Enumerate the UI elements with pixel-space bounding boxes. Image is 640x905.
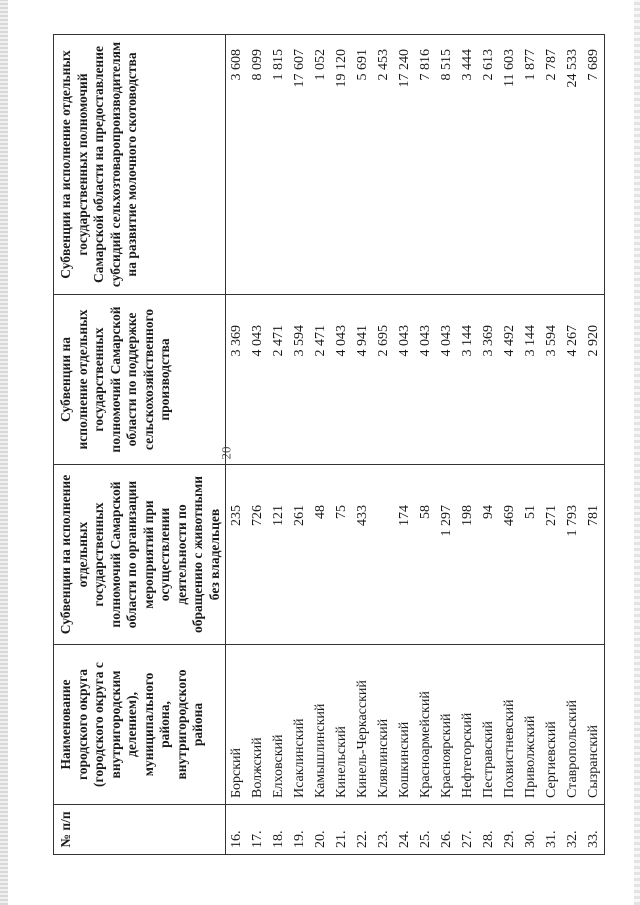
row-agriculture-value: 2 471 [310, 295, 331, 465]
row-agriculture-value: 4 267 [562, 295, 583, 465]
row-dairy-value: 5 691 [352, 35, 373, 295]
row-animals-value: 48 [310, 465, 331, 645]
table-row [520, 35, 541, 855]
row-agriculture-value: 3 144 [457, 295, 478, 465]
row-animals-value: 94 [478, 465, 499, 645]
table-row [373, 35, 394, 855]
row-district: Волжский [247, 645, 268, 805]
row-number: 30. [520, 805, 541, 855]
row-district: Красноярский [436, 645, 457, 805]
table-row [583, 35, 605, 855]
row-district: Кошкинский [394, 645, 415, 805]
row-number: 22. [352, 805, 373, 855]
row-agriculture-value: 4 492 [499, 295, 520, 465]
table-row [457, 35, 478, 855]
row-animals-value: 51 [520, 465, 541, 645]
row-animals-value: 1 297 [436, 465, 457, 645]
row-district: Кинель-Черкасский [352, 645, 373, 805]
row-district: Сергиевский [541, 645, 562, 805]
row-district: Кинельский [331, 645, 352, 805]
row-district: Красноармейский [415, 645, 436, 805]
row-animals-value [373, 465, 394, 645]
row-animals-value: 198 [457, 465, 478, 645]
row-number: 28. [478, 805, 499, 855]
row-agriculture-value: 3 144 [520, 295, 541, 465]
row-dairy-value: 7 689 [583, 35, 605, 295]
row-agriculture-value: 4 043 [436, 295, 457, 465]
row-number: 21. [331, 805, 352, 855]
row-number: 24. [394, 805, 415, 855]
row-agriculture-value: 3 594 [541, 295, 562, 465]
row-number: 33. [583, 805, 605, 855]
row-number: 32. [562, 805, 583, 855]
row-animals-value: 433 [352, 465, 373, 645]
row-agriculture-value: 4 043 [331, 295, 352, 465]
row-agriculture-value: 3 594 [289, 295, 310, 465]
table-row [541, 35, 562, 855]
row-dairy-value: 17 607 [289, 35, 310, 295]
row-agriculture-value: 4 043 [415, 295, 436, 465]
table-body [226, 35, 605, 855]
row-number: 26. [436, 805, 457, 855]
page-number: 20 [218, 446, 234, 460]
table-row [352, 35, 373, 855]
scan-edge-left [0, 0, 8, 905]
table-row [394, 35, 415, 855]
row-number: 31. [541, 805, 562, 855]
row-dairy-value: 11 603 [499, 35, 520, 295]
row-dairy-value: 1 052 [310, 35, 331, 295]
table-row [310, 35, 331, 855]
row-animals-value: 261 [289, 465, 310, 645]
row-animals-value: 271 [541, 465, 562, 645]
row-number: 29. [499, 805, 520, 855]
row-number: 25. [415, 805, 436, 855]
table-row [289, 35, 310, 855]
row-dairy-value: 1 877 [520, 35, 541, 295]
row-dairy-value: 2 453 [373, 35, 394, 295]
row-dairy-value: 2 613 [478, 35, 499, 295]
row-animals-value: 469 [499, 465, 520, 645]
scan-edge-right [634, 0, 640, 905]
row-agriculture-value: 2 695 [373, 295, 394, 465]
table-row [331, 35, 352, 855]
row-district: Борский [226, 645, 248, 805]
row-dairy-value: 19 120 [331, 35, 352, 295]
row-dairy-value: 8 099 [247, 35, 268, 295]
row-animals-value: 75 [331, 465, 352, 645]
row-agriculture-value: 4 043 [247, 295, 268, 465]
table-row [415, 35, 436, 855]
table-row [268, 35, 289, 855]
row-number: 19. [289, 805, 310, 855]
row-agriculture-value: 3 369 [226, 295, 248, 465]
table-row [562, 35, 583, 855]
row-agriculture-value: 2 920 [583, 295, 605, 465]
row-agriculture-value: 3 369 [478, 295, 499, 465]
row-animals-value: 121 [268, 465, 289, 645]
row-dairy-value: 17 240 [394, 35, 415, 295]
row-district: Ставропольский [562, 645, 583, 805]
row-animals-value: 781 [583, 465, 605, 645]
row-dairy-value: 2 787 [541, 35, 562, 295]
table-row [247, 35, 268, 855]
table-row [226, 35, 248, 855]
row-district: Камышлинский [310, 645, 331, 805]
row-dairy-value: 3 608 [226, 35, 248, 295]
row-district: Клявлинский [373, 645, 394, 805]
row-dairy-value: 1 815 [268, 35, 289, 295]
table-row [436, 35, 457, 855]
row-number: 18. [268, 805, 289, 855]
row-dairy-value: 24 533 [562, 35, 583, 295]
row-dairy-value: 8 515 [436, 35, 457, 295]
row-dairy-value: 7 816 [415, 35, 436, 295]
row-animals-value: 726 [247, 465, 268, 645]
table-row [499, 35, 520, 855]
table-header [54, 35, 226, 855]
row-district: Сызранский [583, 645, 605, 805]
row-animals-value: 174 [394, 465, 415, 645]
row-district: Елховский [268, 645, 289, 805]
row-number: 23. [373, 805, 394, 855]
row-district: Похвистневский [499, 645, 520, 805]
header-animals-subvention: Субвенции на исполнение отдельных государственных полномочий Самарской области по организации мероприятий при осуществлении деятельности по обращению с животными без владельцев [54, 465, 226, 645]
row-agriculture-value: 2 471 [268, 295, 289, 465]
row-number: 17. [247, 805, 268, 855]
row-animals-value: 58 [415, 465, 436, 645]
row-district: Нефтегорский [457, 645, 478, 805]
header-agriculture-subvention: Субвенции на исполнение отдельных государственных полномочий Самарской области по поддержке сельскохозяйственного производства [54, 295, 226, 465]
row-number: 16. [226, 805, 248, 855]
row-dairy-value: 3 444 [457, 35, 478, 295]
row-number: 20. [310, 805, 331, 855]
header-number: № п/п [54, 805, 226, 855]
row-district: Пестравский [478, 645, 499, 805]
row-animals-value: 1 793 [562, 465, 583, 645]
row-animals-value: 235 [226, 465, 248, 645]
subventions-table [53, 34, 605, 855]
header-dairy-subvention: Субвенции на исполнение отдельных государственных полномочий Самарской области на предоставление субсидий сельхозтоваропроизводителям на развитие молочного скотоводства [54, 35, 226, 295]
table-row [478, 35, 499, 855]
row-number: 27. [457, 805, 478, 855]
rotated-table-container [53, 35, 613, 855]
row-agriculture-value: 4 941 [352, 295, 373, 465]
header-district: Наименование городского округа (городского округа с внутригородским делением), муниципального района, внутригородского района [54, 645, 226, 805]
row-district: Приволжский [520, 645, 541, 805]
row-district: Исаклинский [289, 645, 310, 805]
row-agriculture-value: 4 043 [394, 295, 415, 465]
